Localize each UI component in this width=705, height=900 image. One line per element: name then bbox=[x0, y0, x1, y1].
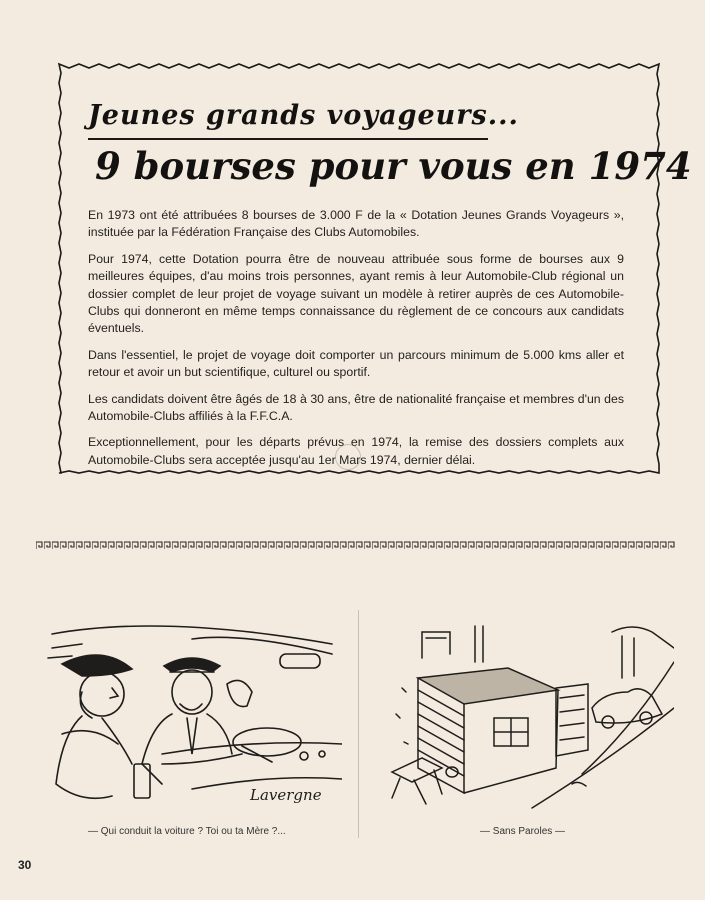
article-title: 9 bourses pour vous en 1974 bbox=[95, 144, 692, 188]
kicker-underline bbox=[88, 138, 488, 140]
right-cartoon-caption: — Sans Paroles — bbox=[480, 826, 566, 837]
paragraph-1: En 1973 ont été attribuées 8 bourses de 3.000 F de la « Dotation Jeunes Grands Voyageurs », instituée par la Fédération Française des Clubs Automobiles. bbox=[88, 208, 624, 240]
faint-stamp bbox=[335, 444, 361, 470]
paragraph-5: Exceptionnellement, pour les départs prévus en 1974, la remise des dossiers complets aux Automobile-Clubs sera acceptée jusqu'au 1er Mars 1974, dernier délai. bbox=[88, 435, 624, 467]
cartoon-divider bbox=[358, 610, 359, 838]
paragraph-3: Dans l'essentiel, le projet de voyage doit comporter un parcours minimum de 5.000 kms aller et retour et avoir un but scientifique, culturel ou sportif. bbox=[88, 347, 624, 380]
garage-cartoon bbox=[382, 618, 674, 814]
article-body bbox=[88, 207, 624, 478]
paragraph-2: Pour 1974, cette Dotation pourra être de nouveau attribuée sous forme de bourses aux 9 meilleures équipes, d'au moins trois personnes, ayant remis à leur Automobile-Club régional un dossier complet de leur projet de voyage suivant un modèle à retirer auprès de ces Automobile-Clubs qui donneront en même temps connaissance du règlement de ce concours aux candidats éventuels. bbox=[88, 251, 624, 336]
page-number: 30 bbox=[18, 858, 32, 872]
decorative-strip bbox=[36, 540, 676, 550]
cartoonist-signature: Lavergne bbox=[250, 786, 322, 804]
article-frame bbox=[55, 60, 692, 477]
article-kicker: Jeunes grands voyageurs... bbox=[88, 100, 519, 131]
left-cartoon-caption: — Qui conduit la voiture ? Toi ou ta Mère ?... bbox=[88, 826, 286, 837]
car-cartoon bbox=[42, 614, 342, 826]
paragraph-4: Les candidats doivent être âgés de 18 à 30 ans, être de nationalité française et membres d'un des Automobile-Clubs affiliés à la F.F.C.A. bbox=[88, 391, 624, 424]
